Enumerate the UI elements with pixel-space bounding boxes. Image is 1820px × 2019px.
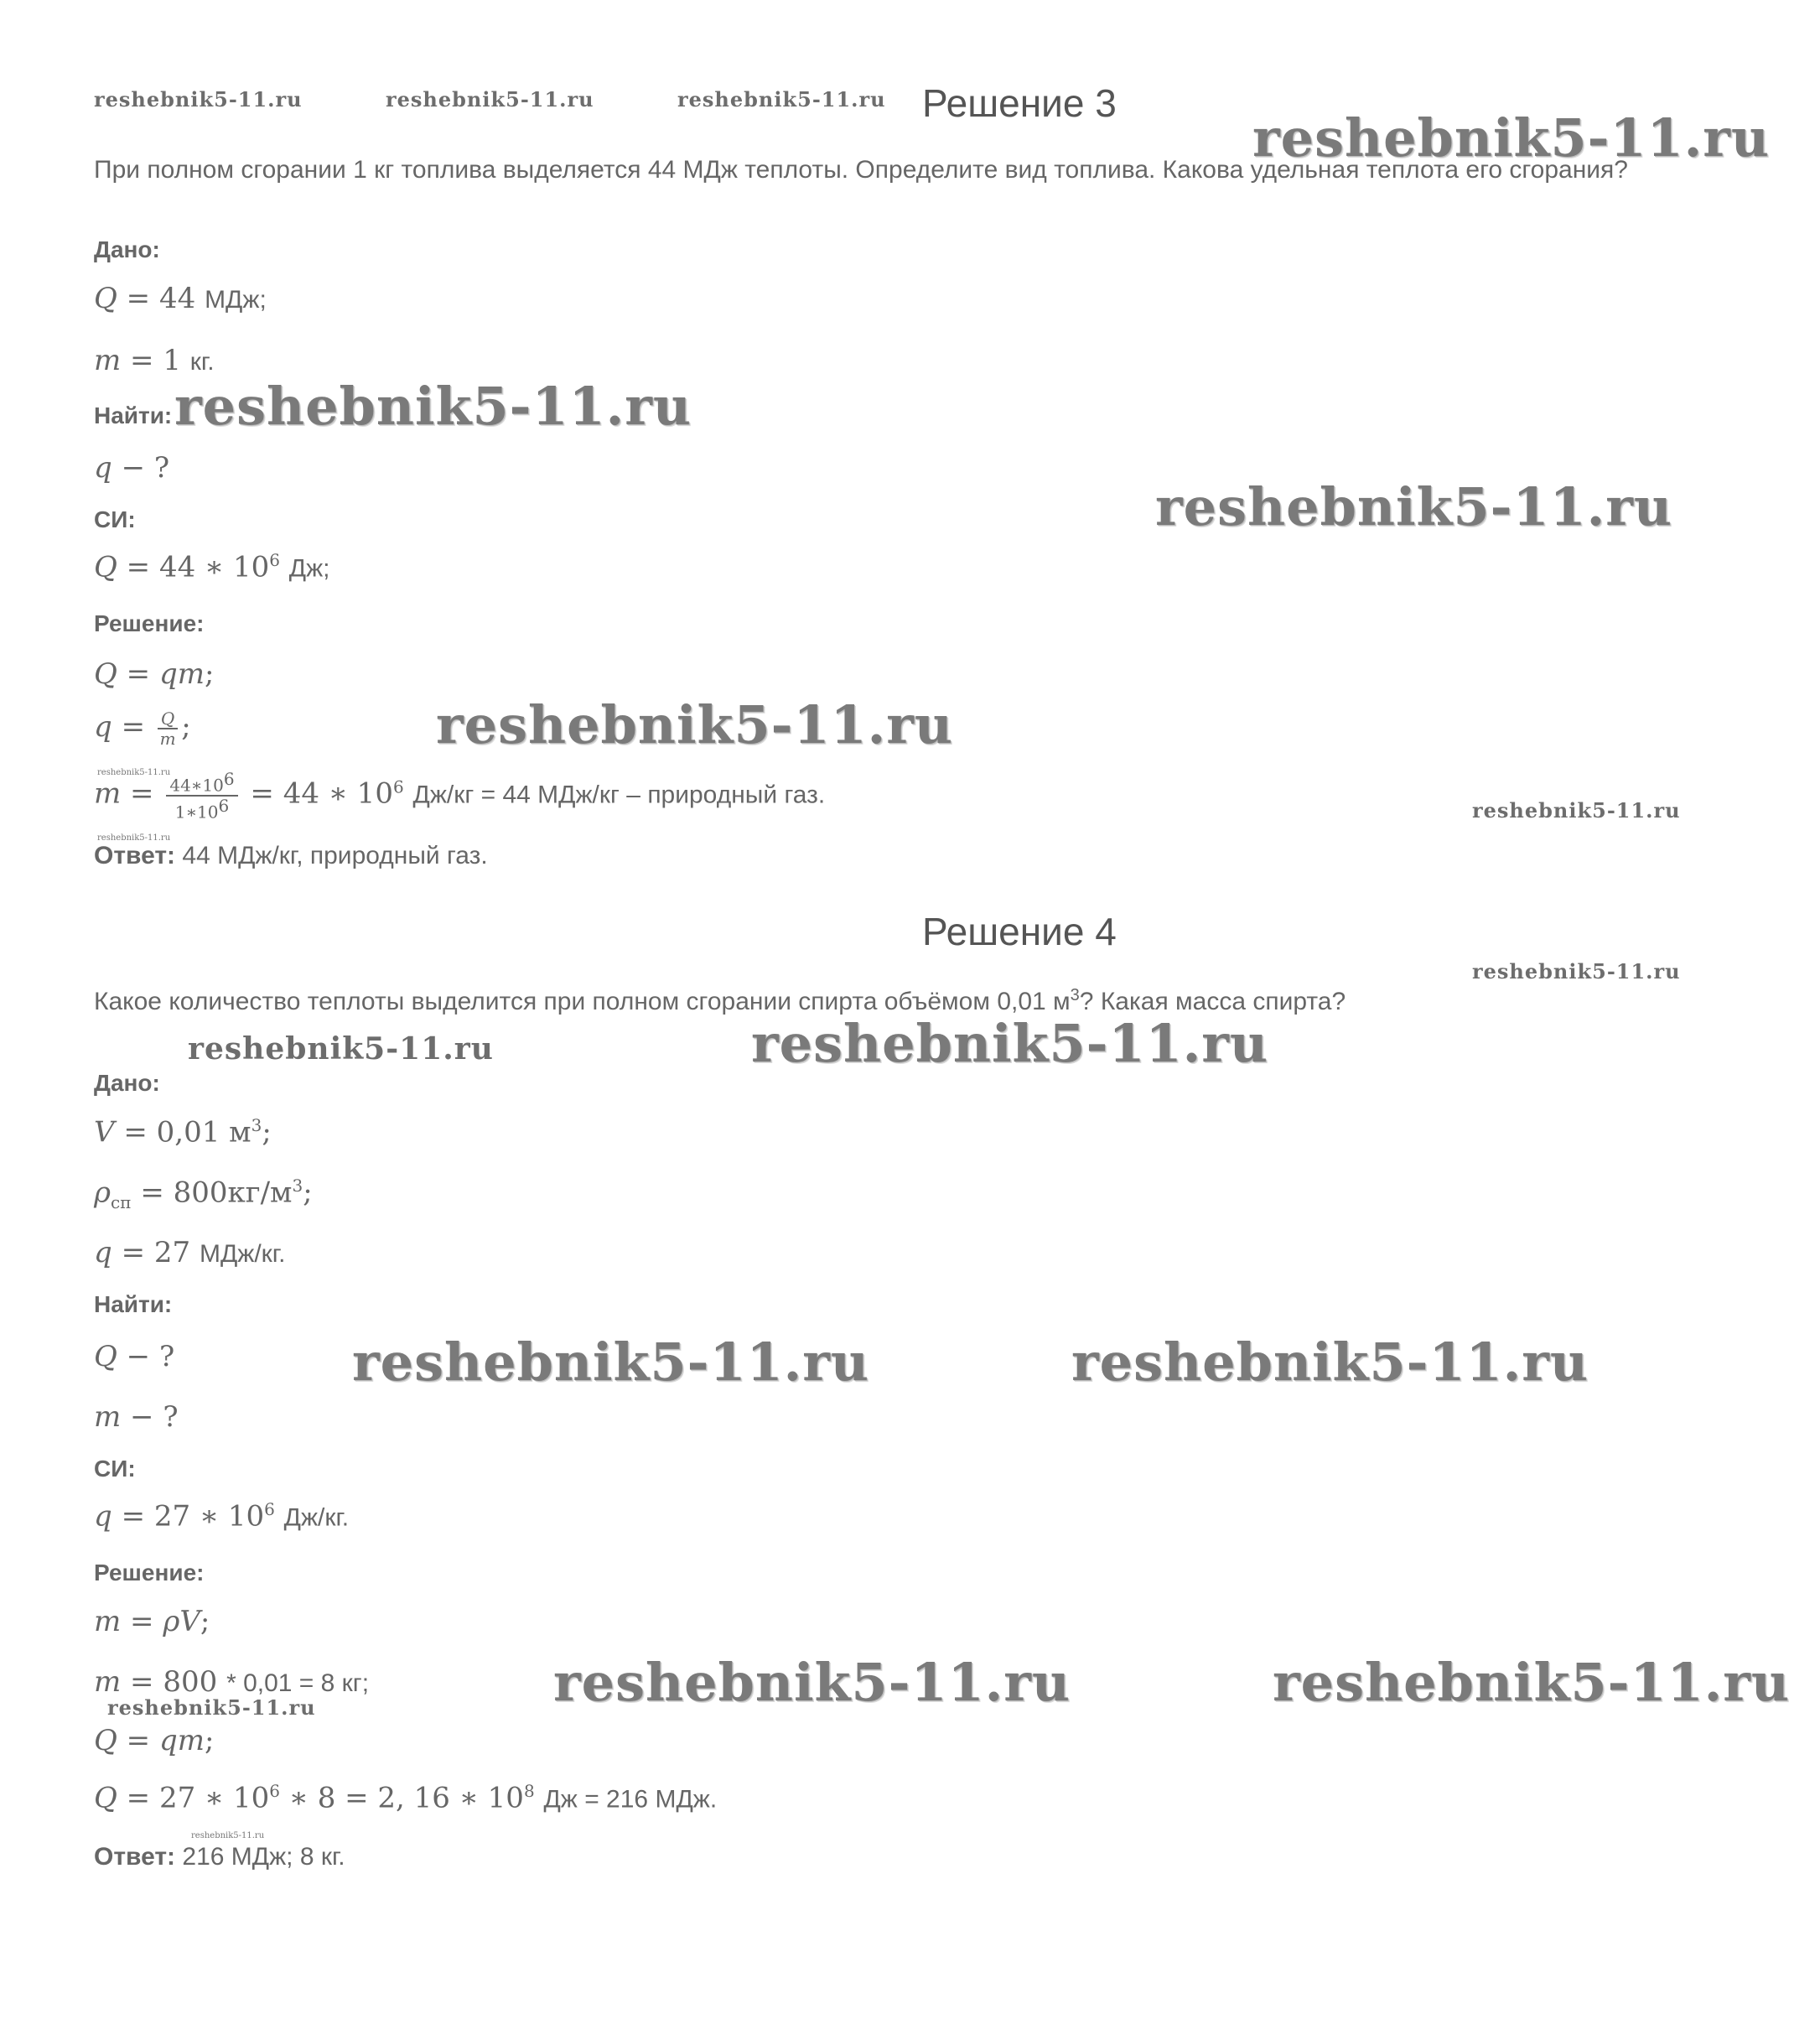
given-label: Дано: xyxy=(94,1070,160,1096)
find-label: Найти: xyxy=(94,1291,173,1317)
given-line: q = 27 МДж/кг. xyxy=(94,1236,286,1269)
watermark: reshebnik5-11.ru xyxy=(107,1695,316,1720)
solution-line: m = ρV; xyxy=(94,1605,210,1638)
watermark: reshebnik5-11.ru xyxy=(1071,1331,1589,1393)
watermark: reshebnik5-11.ru xyxy=(97,833,171,843)
watermark: reshebnik5-11.ru xyxy=(1472,959,1681,984)
answer-line xyxy=(94,1843,345,1871)
watermark: reshebnik5-11.ru xyxy=(352,1331,869,1393)
section-heading: Решение 4 xyxy=(922,910,1117,953)
solution-line: m = 800 * 0,01 = 8 кг; xyxy=(94,1665,370,1699)
watermark: reshebnik5-11.ru xyxy=(188,1031,494,1067)
watermark: reshebnik5-11.ru xyxy=(751,1013,1268,1074)
solution-line: Q = 27 ∗ $10^6$ ∗ 8 = 2, 16 ∗ $10^8$ Дж = 216 МДж. xyxy=(94,1781,718,1815)
answer-label: Ответ: xyxy=(94,842,176,869)
given-line: V = 0,01 $м^3$; xyxy=(94,1115,272,1150)
si-line: q = 27 ∗ $10^6$ Дж/кг. xyxy=(94,1499,350,1534)
si-label: СИ: xyxy=(94,506,136,532)
solution-line: q = $\frac{Q}{m}$ ; xyxy=(94,708,191,749)
problem-statement: При полном сгорании 1 кг топлива выделяется 44 МДж теплоты. Определите вид топлива. Какова удельная теплота его сгорания? xyxy=(94,156,1628,184)
watermark: reshebnik5-11.ru xyxy=(97,768,171,777)
si-line: Q = 44 ∗ $10^6$ Дж; xyxy=(94,550,330,584)
find-label: Найти: xyxy=(94,402,173,428)
solution-line: Q = qm; xyxy=(94,657,215,691)
given-label: Дано: xyxy=(94,236,160,262)
section-heading: Решение 3 xyxy=(922,81,1117,125)
find-line: Q − ? xyxy=(94,1340,175,1373)
solution-label: Решение: xyxy=(94,610,205,636)
given-line: $\rho_{сп} = 800кг/м^3$; xyxy=(94,1176,313,1213)
given-line: m = 1 кг. xyxy=(94,344,215,377)
answer-text: 44 МДж/кг, природный газ. xyxy=(182,842,488,869)
solution-line: m = $\frac{44∗10^6}{1∗10^6}$ = 44 ∗ $10^6$ Дж/кг = 44 МДж/кг – природный газ. xyxy=(94,769,826,823)
watermark: reshebnik5-11.ru xyxy=(436,694,953,755)
watermark: reshebnik5-11.ru xyxy=(1472,798,1681,823)
watermark: reshebnik5-11.ru xyxy=(1252,107,1770,169)
problem-statement: Какое количество теплоты выделится при полном сгорании спирта объёмом 0,01 $м^3$? Какая масса спирта? xyxy=(94,986,1346,1015)
watermark: reshebnik5-11.ru xyxy=(553,1652,1071,1713)
watermark: reshebnik5-11.ru xyxy=(1273,1652,1790,1713)
watermark: reshebnik5-11.ru xyxy=(1155,476,1672,537)
solution-label: Решение: xyxy=(94,1560,205,1586)
watermark: reshebnik5-11.ru xyxy=(677,87,886,112)
watermark: reshebnik5-11.ru xyxy=(386,87,594,112)
solution-line: Q = qm; xyxy=(94,1724,215,1757)
answer-text: 216 МДж; 8 кг. xyxy=(182,1843,345,1871)
given-line: Q = 44 МДж; xyxy=(94,282,267,315)
watermark: reshebnik5-11.ru xyxy=(191,1831,265,1840)
watermark: reshebnik5-11.ru xyxy=(174,376,692,437)
answer-line xyxy=(94,842,488,870)
answer-label: Ответ: xyxy=(94,1843,176,1871)
find-line: m − ? xyxy=(94,1400,179,1434)
si-label: СИ: xyxy=(94,1456,136,1482)
watermark: reshebnik5-11.ru xyxy=(94,87,303,112)
find-line: q − ? xyxy=(94,451,170,485)
